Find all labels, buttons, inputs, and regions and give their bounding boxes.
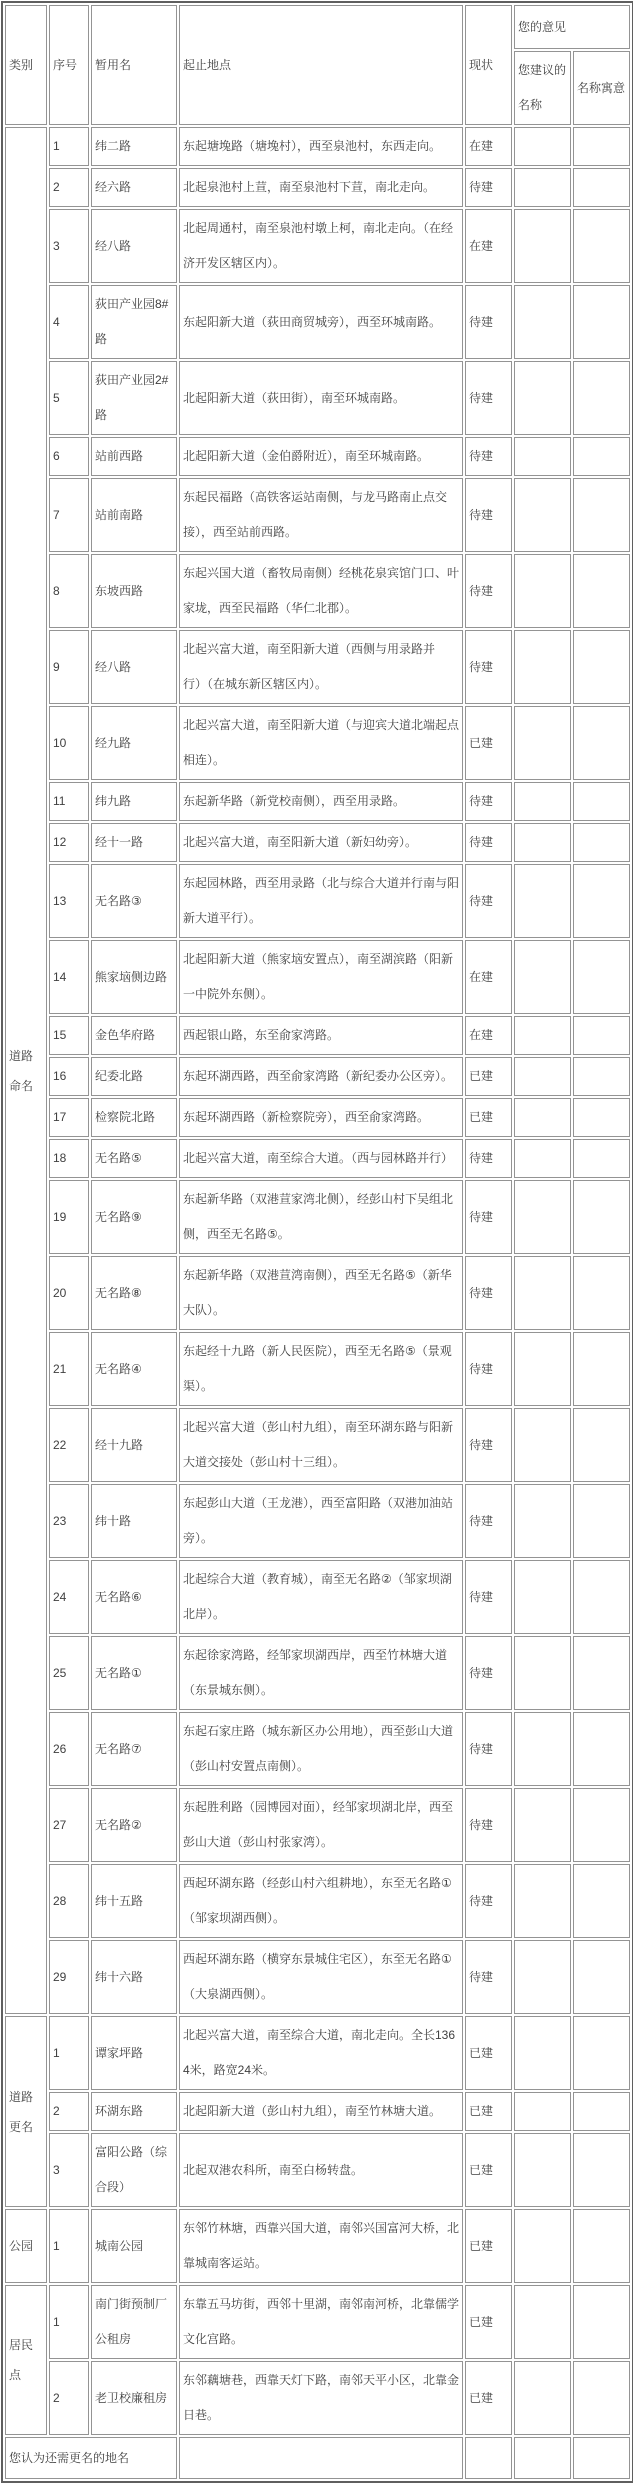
table-row bbox=[5, 2361, 630, 2435]
suggested-name-cell bbox=[514, 1484, 571, 1558]
table-row bbox=[5, 1057, 630, 1096]
header-status: 现状 bbox=[465, 5, 512, 125]
table-row bbox=[5, 2092, 630, 2131]
location-cell: 东起园林路，西至用录路（北与综合大道并行南与阳新大道平行）。 bbox=[179, 864, 463, 938]
suggested-name-cell bbox=[514, 2133, 571, 2207]
temp-name-cell: 纬十路 bbox=[91, 1484, 177, 1558]
header-location: 起止地点 bbox=[179, 5, 463, 125]
status-cell: 已建 bbox=[465, 1098, 512, 1137]
location-cell: 东起兴国大道（畜牧局南侧）经桃花泉宾馆门口、叶家垅，西至民福路（华仁北郡）。 bbox=[179, 554, 463, 628]
meaning-cell bbox=[573, 1864, 630, 1938]
temp-name-cell: 富阳公路（综合段） bbox=[91, 2133, 177, 2207]
table-row bbox=[5, 1139, 630, 1178]
location-cell: 北起兴富大道（彭山村九组），南至环湖东路与阳新大道交接处（彭山村十三组）。 bbox=[179, 1408, 463, 1482]
location-cell: 北起兴富大道，南至综合大道。（西与园林路并行） bbox=[179, 1139, 463, 1178]
meaning-cell bbox=[573, 1636, 630, 1710]
meaning-cell bbox=[573, 478, 630, 552]
status-cell: 在建 bbox=[465, 127, 512, 166]
temp-name-cell: 老卫校廉租房 bbox=[91, 2361, 177, 2435]
table-row bbox=[5, 1484, 630, 1558]
temp-name-cell: 熊家垴侧边路 bbox=[91, 940, 177, 1014]
footer-row bbox=[5, 2437, 630, 2479]
meaning-cell bbox=[573, 2092, 630, 2131]
category-cell: 公园 bbox=[5, 2209, 47, 2283]
header-suggested-name: 您建议的名称 bbox=[514, 51, 571, 125]
location-cell: 西起环湖东路（经彭山村六组耕地），东至无名路①（邹家坝湖西侧）。 bbox=[179, 1864, 463, 1938]
table-row bbox=[5, 168, 630, 207]
table-row bbox=[5, 2133, 630, 2207]
table-row bbox=[5, 2285, 630, 2359]
status-cell: 待建 bbox=[465, 823, 512, 862]
suggested-name-cell bbox=[514, 2092, 571, 2131]
index-cell: 6 bbox=[49, 437, 89, 476]
meaning-cell bbox=[573, 2361, 630, 2435]
status-cell: 待建 bbox=[465, 1408, 512, 1482]
meaning-cell bbox=[573, 1139, 630, 1178]
suggested-name-cell bbox=[514, 823, 571, 862]
table-row bbox=[5, 285, 630, 359]
location-cell: 北起双港农科所，南至白杨转盘。 bbox=[179, 2133, 463, 2207]
meaning-cell bbox=[573, 1484, 630, 1558]
status-cell: 已建 bbox=[465, 706, 512, 780]
location-cell: 北起综合大道（教育城），南至无名路②（邹家坝湖北岸）。 bbox=[179, 1560, 463, 1634]
temp-name-cell: 东坡西路 bbox=[91, 554, 177, 628]
index-cell: 7 bbox=[49, 478, 89, 552]
meaning-cell bbox=[573, 630, 630, 704]
table-row bbox=[5, 823, 630, 862]
status-cell: 待建 bbox=[465, 1636, 512, 1710]
temp-name-cell: 无名路⑨ bbox=[91, 1180, 177, 1254]
status-cell: 待建 bbox=[465, 1180, 512, 1254]
index-cell: 10 bbox=[49, 706, 89, 780]
meaning-cell bbox=[573, 1940, 630, 2014]
suggested-name-cell bbox=[514, 1940, 571, 2014]
suggested-name-cell bbox=[514, 1712, 571, 1786]
temp-name-cell: 无名路⑤ bbox=[91, 1139, 177, 1178]
status-cell: 待建 bbox=[465, 1332, 512, 1406]
status-cell: 在建 bbox=[465, 1016, 512, 1055]
suggested-name-cell bbox=[514, 1788, 571, 1862]
meaning-cell bbox=[573, 2016, 630, 2090]
table-row bbox=[5, 864, 630, 938]
temp-name-cell: 无名路④ bbox=[91, 1332, 177, 1406]
index-cell: 12 bbox=[49, 823, 89, 862]
temp-name-cell: 无名路⑥ bbox=[91, 1560, 177, 1634]
status-cell: 已建 bbox=[465, 1057, 512, 1096]
location-cell: 北起兴富大道，南至综合大道，南北走向。全长1364米，路宽24米。 bbox=[179, 2016, 463, 2090]
suggested-name-cell bbox=[514, 1180, 571, 1254]
meaning-cell bbox=[573, 209, 630, 283]
meaning-cell bbox=[573, 1098, 630, 1137]
table-row bbox=[5, 1560, 630, 1634]
meaning-cell bbox=[573, 1180, 630, 1254]
status-cell: 已建 bbox=[465, 2361, 512, 2435]
temp-name-cell: 荻田产业园8#路 bbox=[91, 285, 177, 359]
meaning-cell bbox=[573, 1788, 630, 1862]
suggested-name-cell bbox=[514, 1332, 571, 1406]
index-cell: 1 bbox=[49, 127, 89, 166]
status-cell: 待建 bbox=[465, 478, 512, 552]
table-body bbox=[5, 127, 630, 2479]
status-cell: 已建 bbox=[465, 2133, 512, 2207]
suggested-name-cell bbox=[514, 285, 571, 359]
suggested-name-cell bbox=[514, 1864, 571, 1938]
location-cell: 东起胜利路（园博园对面），经邹家坝湖北岸，西至彭山大道（彭山村张家湾）。 bbox=[179, 1788, 463, 1862]
meaning-cell bbox=[573, 437, 630, 476]
status-cell: 已建 bbox=[465, 2092, 512, 2131]
page bbox=[0, 1, 633, 2483]
index-cell: 4 bbox=[49, 285, 89, 359]
location-cell: 西起环湖东路（横穿东景城住宅区），东至无名路①（大泉湖西侧）。 bbox=[179, 1940, 463, 2014]
index-cell: 21 bbox=[49, 1332, 89, 1406]
index-cell: 2 bbox=[49, 2361, 89, 2435]
temp-name-cell: 纪委北路 bbox=[91, 1057, 177, 1096]
meaning-cell bbox=[573, 1016, 630, 1055]
header-temp-name: 暂用名 bbox=[91, 5, 177, 125]
index-cell: 29 bbox=[49, 1940, 89, 2014]
category-cell: 居民点 bbox=[5, 2285, 47, 2435]
status-cell: 待建 bbox=[465, 1139, 512, 1178]
status-cell: 待建 bbox=[465, 864, 512, 938]
location-cell: 东邻竹林塘，西靠兴国大道，南邻兴国富河大桥，北靠城南客运站。 bbox=[179, 2209, 463, 2283]
footer-status-cell bbox=[465, 2437, 512, 2479]
meaning-cell bbox=[573, 940, 630, 1014]
index-cell: 3 bbox=[49, 209, 89, 283]
meaning-cell bbox=[573, 782, 630, 821]
status-cell: 已建 bbox=[465, 2209, 512, 2283]
table-row bbox=[5, 1098, 630, 1137]
meaning-cell bbox=[573, 1712, 630, 1786]
meaning-cell bbox=[573, 2285, 630, 2359]
status-cell: 待建 bbox=[465, 554, 512, 628]
table-row bbox=[5, 782, 630, 821]
footer-meaning-cell bbox=[573, 2437, 630, 2479]
suggested-name-cell bbox=[514, 630, 571, 704]
location-cell: 北起泉池村上荁，南至泉池村下荁，南北走向。 bbox=[179, 168, 463, 207]
temp-name-cell: 检察院北路 bbox=[91, 1098, 177, 1137]
location-cell: 北起兴富大道，南至阳新大道（与迎宾大道北端起点相连）。 bbox=[179, 706, 463, 780]
temp-name-cell: 无名路⑧ bbox=[91, 1256, 177, 1330]
header-meaning: 名称寓意 bbox=[573, 51, 630, 125]
category-cell: 道路更名 bbox=[5, 2016, 47, 2207]
index-cell: 26 bbox=[49, 1712, 89, 1786]
footer-label-cell: 您认为还需更名的地名 bbox=[5, 2437, 177, 2479]
temp-name-cell: 纬十六路 bbox=[91, 1940, 177, 2014]
location-cell: 北起阳新大道（熊家垴安置点），南至湖滨路（阳新一中院外东侧）。 bbox=[179, 940, 463, 1014]
location-cell: 西起银山路，东至俞家湾路。 bbox=[179, 1016, 463, 1055]
table-row bbox=[5, 630, 630, 704]
index-cell: 22 bbox=[49, 1408, 89, 1482]
status-cell: 在建 bbox=[465, 940, 512, 1014]
location-cell: 东起新华路（新党校南侧），西至用录路。 bbox=[179, 782, 463, 821]
index-cell: 18 bbox=[49, 1139, 89, 1178]
temp-name-cell: 无名路① bbox=[91, 1636, 177, 1710]
suggested-name-cell bbox=[514, 168, 571, 207]
temp-name-cell: 经六路 bbox=[91, 168, 177, 207]
temp-name-cell: 经十九路 bbox=[91, 1408, 177, 1482]
location-cell: 东起新华路（双港荁家湾北侧），经彭山村下吴组北侧，西至无名路⑤。 bbox=[179, 1180, 463, 1254]
index-cell: 23 bbox=[49, 1484, 89, 1558]
table-row bbox=[5, 478, 630, 552]
footer-location-cell bbox=[179, 2437, 463, 2479]
suggested-name-cell bbox=[514, 1636, 571, 1710]
table-row bbox=[5, 1256, 630, 1330]
temp-name-cell: 金色华府路 bbox=[91, 1016, 177, 1055]
header-index: 序号 bbox=[49, 5, 89, 125]
meaning-cell bbox=[573, 864, 630, 938]
index-cell: 25 bbox=[49, 1636, 89, 1710]
suggested-name-cell bbox=[514, 1408, 571, 1482]
meaning-cell bbox=[573, 823, 630, 862]
table-row bbox=[5, 1712, 630, 1786]
location-cell: 东起徐家湾路，经邹家坝湖西岸，西至竹林塘大道（东景城东侧）。 bbox=[179, 1636, 463, 1710]
suggested-name-cell bbox=[514, 706, 571, 780]
index-cell: 1 bbox=[49, 2285, 89, 2359]
table-row bbox=[5, 706, 630, 780]
location-cell: 东靠五马坊街，西邻十里湖，南邻南河桥，北靠儒学文化宫路。 bbox=[179, 2285, 463, 2359]
suggested-name-cell bbox=[514, 209, 571, 283]
table-row bbox=[5, 361, 630, 435]
location-cell: 东起经十九路（新人民医院），西至无名路⑤（景观渠）。 bbox=[179, 1332, 463, 1406]
status-cell: 待建 bbox=[465, 1940, 512, 2014]
location-cell: 北起兴富大道，南至阳新大道（西侧与用录路并行）（在城东新区辖区内）。 bbox=[179, 630, 463, 704]
header-category: 类别 bbox=[5, 5, 47, 125]
table-row bbox=[5, 1864, 630, 1938]
index-cell: 16 bbox=[49, 1057, 89, 1096]
suggested-name-cell bbox=[514, 1139, 571, 1178]
index-cell: 2 bbox=[49, 2092, 89, 2131]
table-row bbox=[5, 1332, 630, 1406]
status-cell: 待建 bbox=[465, 1256, 512, 1330]
meaning-cell bbox=[573, 1332, 630, 1406]
index-cell: 5 bbox=[49, 361, 89, 435]
index-cell: 15 bbox=[49, 1016, 89, 1055]
meaning-cell bbox=[573, 1256, 630, 1330]
suggested-name-cell bbox=[514, 127, 571, 166]
suggested-name-cell bbox=[514, 478, 571, 552]
status-cell: 待建 bbox=[465, 782, 512, 821]
status-cell: 待建 bbox=[465, 437, 512, 476]
table-row bbox=[5, 2209, 630, 2283]
index-cell: 17 bbox=[49, 1098, 89, 1137]
temp-name-cell: 城南公园 bbox=[91, 2209, 177, 2283]
suggested-name-cell bbox=[514, 361, 571, 435]
location-cell: 东起民福路（高铁客运站南侧，与龙马路南止点交接），西至站前西路。 bbox=[179, 478, 463, 552]
location-cell: 北起阳新大道（荻田街），南至环城南路。 bbox=[179, 361, 463, 435]
meaning-cell bbox=[573, 127, 630, 166]
table-row bbox=[5, 127, 630, 166]
table-row bbox=[5, 940, 630, 1014]
meaning-cell bbox=[573, 361, 630, 435]
status-cell: 待建 bbox=[465, 1560, 512, 1634]
index-cell: 8 bbox=[49, 554, 89, 628]
location-cell: 东起新华路（双港荁湾南侧），西至无名路⑤（新华大队）。 bbox=[179, 1256, 463, 1330]
suggested-name-cell bbox=[514, 864, 571, 938]
temp-name-cell: 南门街预制厂公租房 bbox=[91, 2285, 177, 2359]
status-cell: 待建 bbox=[465, 361, 512, 435]
meaning-cell bbox=[573, 2209, 630, 2283]
temp-name-cell: 经九路 bbox=[91, 706, 177, 780]
table-row bbox=[5, 1180, 630, 1254]
status-cell: 已建 bbox=[465, 2285, 512, 2359]
table-row bbox=[5, 1636, 630, 1710]
status-cell: 在建 bbox=[465, 209, 512, 283]
index-cell: 14 bbox=[49, 940, 89, 1014]
suggested-name-cell bbox=[514, 1098, 571, 1137]
index-cell: 27 bbox=[49, 1788, 89, 1862]
temp-name-cell: 无名路⑦ bbox=[91, 1712, 177, 1786]
suggested-name-cell bbox=[514, 2016, 571, 2090]
index-cell: 9 bbox=[49, 630, 89, 704]
suggested-name-cell bbox=[514, 1016, 571, 1055]
temp-name-cell: 环湖东路 bbox=[91, 2092, 177, 2131]
temp-name-cell: 站前西路 bbox=[91, 437, 177, 476]
suggested-name-cell bbox=[514, 437, 571, 476]
location-cell: 东起环湖西路，西至俞家湾路（新纪委办公区旁）。 bbox=[179, 1057, 463, 1096]
suggested-name-cell bbox=[514, 2209, 571, 2283]
table-row bbox=[5, 1788, 630, 1862]
suggested-name-cell bbox=[514, 782, 571, 821]
table-row bbox=[5, 1016, 630, 1055]
status-cell: 待建 bbox=[465, 168, 512, 207]
status-cell: 待建 bbox=[465, 630, 512, 704]
temp-name-cell: 纬二路 bbox=[91, 127, 177, 166]
table-row bbox=[5, 437, 630, 476]
suggested-name-cell bbox=[514, 2285, 571, 2359]
index-cell: 13 bbox=[49, 864, 89, 938]
table-row bbox=[5, 209, 630, 283]
category-cell: 道路命名 bbox=[5, 127, 47, 2014]
index-cell: 2 bbox=[49, 168, 89, 207]
location-cell: 东起石家庄路（城东新区办公用地），西至彭山大道（彭山村安置点南侧）。 bbox=[179, 1712, 463, 1786]
suggested-name-cell bbox=[514, 1256, 571, 1330]
table-row bbox=[5, 554, 630, 628]
suggested-name-cell bbox=[514, 554, 571, 628]
status-cell: 待建 bbox=[465, 1712, 512, 1786]
meaning-cell bbox=[573, 1408, 630, 1482]
suggested-name-cell bbox=[514, 1560, 571, 1634]
temp-name-cell: 纬十五路 bbox=[91, 1864, 177, 1938]
meaning-cell bbox=[573, 1560, 630, 1634]
temp-name-cell: 纬九路 bbox=[91, 782, 177, 821]
location-cell: 东邻藕塘巷，西靠天灯下路，南邻天平小区，北靠金日巷。 bbox=[179, 2361, 463, 2435]
location-cell: 北起兴富大道，南至阳新大道（新妇幼旁）。 bbox=[179, 823, 463, 862]
header-row-1 bbox=[5, 5, 630, 49]
naming-opinion-table bbox=[1, 1, 633, 2483]
status-cell: 待建 bbox=[465, 285, 512, 359]
meaning-cell bbox=[573, 1057, 630, 1096]
location-cell: 北起阳新大道（金伯爵附近），南至环城南路。 bbox=[179, 437, 463, 476]
location-cell: 东起塘堍路（塘堍村），西至泉池村，东西走向。 bbox=[179, 127, 463, 166]
temp-name-cell: 荻田产业园2#路 bbox=[91, 361, 177, 435]
meaning-cell bbox=[573, 168, 630, 207]
temp-name-cell: 谭家坪路 bbox=[91, 2016, 177, 2090]
index-cell: 11 bbox=[49, 782, 89, 821]
index-cell: 3 bbox=[49, 2133, 89, 2207]
location-cell: 北起阳新大道（彭山村九组），南至竹林塘大道。 bbox=[179, 2092, 463, 2131]
header-opinion: 您的意见 bbox=[514, 5, 630, 49]
meaning-cell bbox=[573, 2133, 630, 2207]
temp-name-cell: 无名路③ bbox=[91, 864, 177, 938]
footer-suggested-name-cell bbox=[514, 2437, 571, 2479]
status-cell: 待建 bbox=[465, 1484, 512, 1558]
index-cell: 1 bbox=[49, 2209, 89, 2283]
temp-name-cell: 经八路 bbox=[91, 630, 177, 704]
status-cell: 待建 bbox=[465, 1788, 512, 1862]
index-cell: 28 bbox=[49, 1864, 89, 1938]
index-cell: 24 bbox=[49, 1560, 89, 1634]
table-row bbox=[5, 1408, 630, 1482]
temp-name-cell: 经十一路 bbox=[91, 823, 177, 862]
index-cell: 20 bbox=[49, 1256, 89, 1330]
table-row bbox=[5, 1940, 630, 2014]
index-cell: 1 bbox=[49, 2016, 89, 2090]
temp-name-cell: 无名路② bbox=[91, 1788, 177, 1862]
suggested-name-cell bbox=[514, 940, 571, 1014]
meaning-cell bbox=[573, 285, 630, 359]
status-cell: 已建 bbox=[465, 2016, 512, 2090]
table-row bbox=[5, 2016, 630, 2090]
meaning-cell bbox=[573, 706, 630, 780]
status-cell: 待建 bbox=[465, 1864, 512, 1938]
temp-name-cell: 站前南路 bbox=[91, 478, 177, 552]
location-cell: 东起彭山大道（王龙港），西至富阳路（双港加油站旁）。 bbox=[179, 1484, 463, 1558]
index-cell: 19 bbox=[49, 1180, 89, 1254]
temp-name-cell: 经八路 bbox=[91, 209, 177, 283]
location-cell: 东起环湖西路（新检察院旁），西至俞家湾路。 bbox=[179, 1098, 463, 1137]
location-cell: 东起阳新大道（荻田商贸城旁），西至环城南路。 bbox=[179, 285, 463, 359]
location-cell: 北起周通村，南至泉池村墩上柯，南北走向。（在经济开发区辖区内）。 bbox=[179, 209, 463, 283]
suggested-name-cell bbox=[514, 1057, 571, 1096]
suggested-name-cell bbox=[514, 2361, 571, 2435]
meaning-cell bbox=[573, 554, 630, 628]
